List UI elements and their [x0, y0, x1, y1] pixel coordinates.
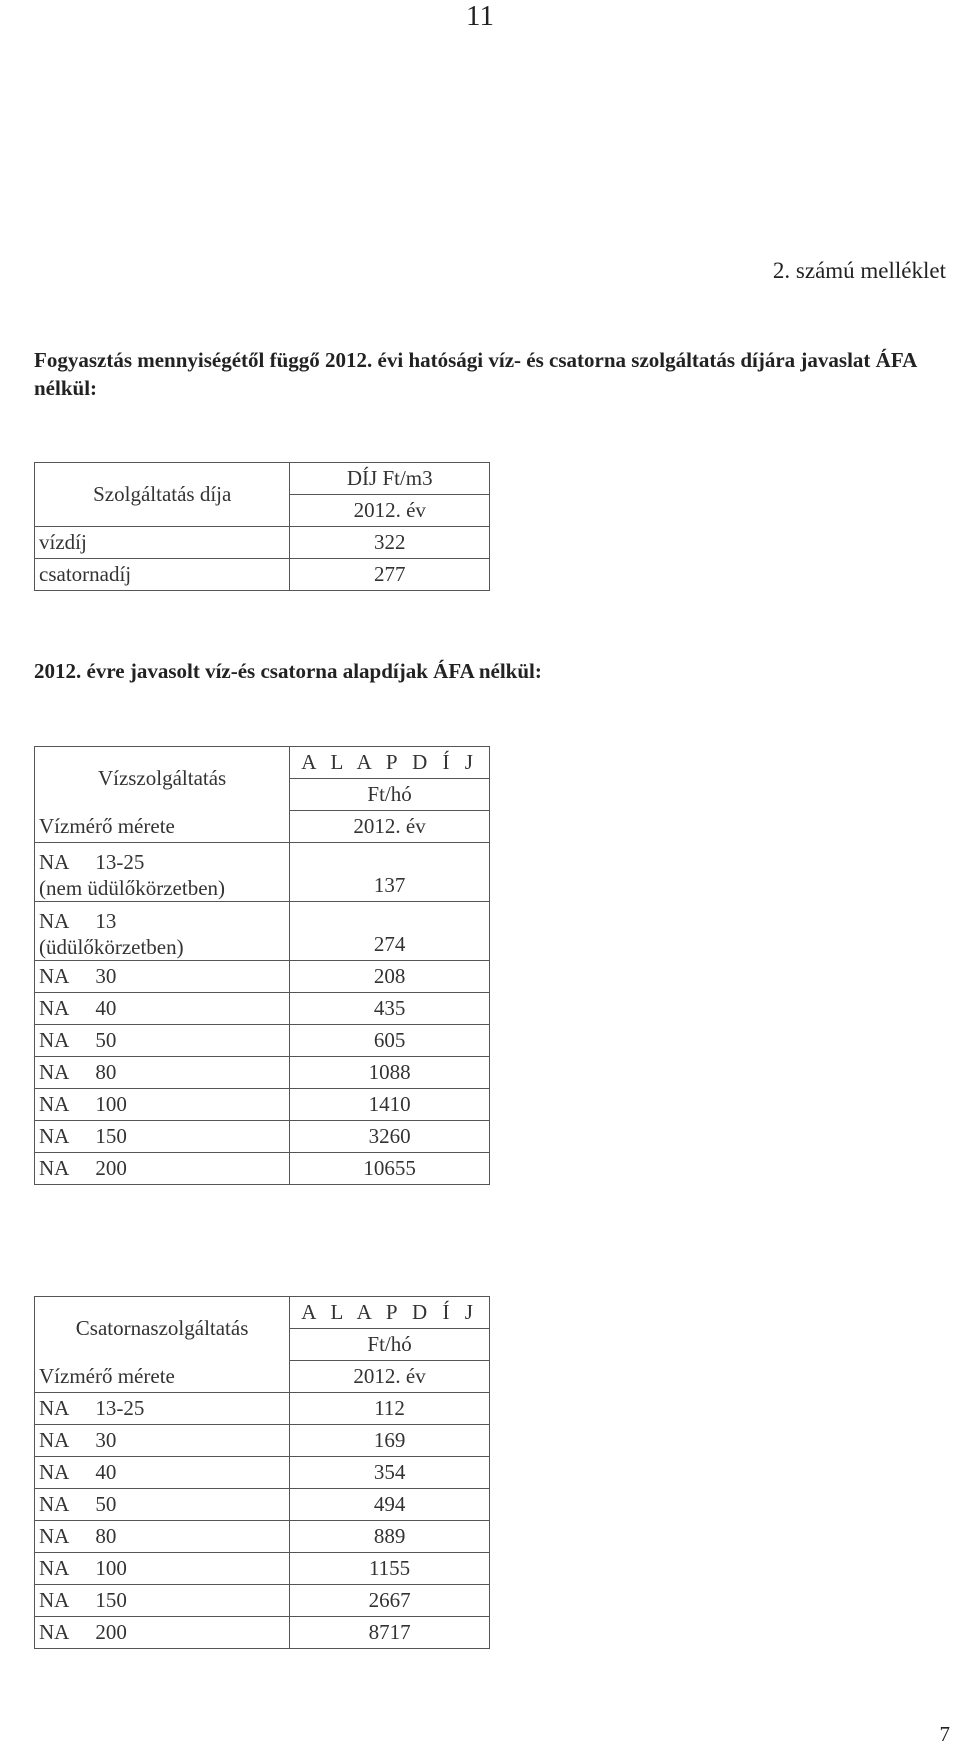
table-row	[35, 1521, 490, 1553]
table-row	[35, 1057, 490, 1089]
sewer-service-header: Csatornaszolgáltatás	[35, 1297, 290, 1361]
table-row	[35, 559, 490, 591]
na-prefix: NA	[39, 1460, 70, 1484]
row-value: 1088	[290, 1057, 490, 1089]
na-prefix: NA	[39, 1428, 70, 1452]
row-label: csatornadíj	[35, 559, 290, 591]
meter-size: 150	[95, 1124, 127, 1148]
row-value: 208	[290, 961, 490, 993]
zone-note: (nem üdülőkörzetben)	[39, 876, 226, 900]
footer-page-number: 7	[939, 1722, 950, 1746]
meter-size: 13-25	[95, 1396, 145, 1420]
meter-size-cell	[35, 1425, 290, 1457]
fee-year-header: 2012. év	[290, 495, 490, 527]
meter-size-cell	[35, 1025, 290, 1057]
row-value: 1155	[290, 1553, 490, 1585]
meter-size-cell	[35, 1457, 290, 1489]
na-prefix: NA	[39, 1156, 70, 1180]
na-prefix: NA	[39, 1124, 70, 1148]
row-value: 137	[290, 843, 490, 902]
meter-size: 13	[95, 909, 117, 933]
meter-size-cell	[35, 1393, 290, 1425]
meter-size: 30	[95, 1428, 117, 1452]
zone-note: (üdülőkörzetben)	[39, 935, 184, 959]
na-prefix: NA	[39, 996, 70, 1020]
meter-size: 100	[95, 1092, 127, 1116]
meter-size: 80	[95, 1524, 117, 1548]
table-row	[35, 527, 490, 559]
row-value: 494	[290, 1489, 490, 1521]
meter-size-cell	[35, 1585, 290, 1617]
meter-size: 80	[95, 1060, 117, 1084]
service-fee-header: Szolgáltatás díja	[35, 463, 290, 527]
base-fee-header: A L A P D Í J	[290, 1297, 490, 1329]
row-value: 2667	[290, 1585, 490, 1617]
meter-size: 50	[95, 1492, 117, 1516]
row-value: 3260	[290, 1121, 490, 1153]
consumption-fee-table	[34, 462, 490, 591]
meter-size-cell	[35, 1057, 290, 1089]
na-prefix: NA	[39, 1092, 70, 1116]
base-fee-year: 2012. év	[290, 811, 490, 843]
row-value: 10655	[290, 1153, 490, 1185]
row-value: 112	[290, 1393, 490, 1425]
meter-size-cell	[35, 1489, 290, 1521]
meter-size: 200	[95, 1620, 127, 1644]
meter-size-cell	[35, 961, 290, 993]
table-row	[35, 902, 490, 961]
na-prefix: NA	[39, 1524, 70, 1548]
meter-size: 40	[95, 996, 117, 1020]
meter-size-cell	[35, 1089, 290, 1121]
row-value: 322	[290, 527, 490, 559]
meter-size-cell	[35, 1617, 290, 1649]
row-value: 8717	[290, 1617, 490, 1649]
na-prefix: NA	[39, 1556, 70, 1580]
table-row	[35, 1553, 490, 1585]
row-value: 277	[290, 559, 490, 591]
row-value: 169	[290, 1425, 490, 1457]
row-value: 889	[290, 1521, 490, 1553]
table-row	[35, 1025, 490, 1057]
meter-size: 100	[95, 1556, 127, 1580]
na-prefix: NA	[39, 1396, 70, 1420]
table-row	[35, 1089, 490, 1121]
table-row	[35, 1425, 490, 1457]
meter-size: 30	[95, 964, 117, 988]
na-prefix: NA	[39, 850, 70, 874]
row-value: 274	[290, 902, 490, 961]
fee-unit-header: DÍJ Ft/m3	[290, 463, 490, 495]
meter-size-cell	[35, 843, 290, 902]
table-row	[35, 1617, 490, 1649]
na-prefix: NA	[39, 1060, 70, 1084]
table-row	[35, 961, 490, 993]
base-fee-unit: Ft/hó	[290, 1329, 490, 1361]
meter-size-header: Vízmérő mérete	[35, 811, 290, 843]
water-service-header: Vízszolgáltatás	[35, 747, 290, 811]
row-value: 605	[290, 1025, 490, 1057]
table-row	[35, 1585, 490, 1617]
base-fee-year: 2012. év	[290, 1361, 490, 1393]
meter-size: 13-25	[95, 850, 145, 874]
meter-size-cell	[35, 1521, 290, 1553]
na-prefix: NA	[39, 1028, 70, 1052]
row-value: 435	[290, 993, 490, 1025]
meter-size-cell	[35, 902, 290, 961]
meter-size: 150	[95, 1588, 127, 1612]
table-row	[35, 993, 490, 1025]
meter-size-cell	[35, 1153, 290, 1185]
na-prefix: NA	[39, 1492, 70, 1516]
row-label: vízdíj	[35, 527, 290, 559]
meter-size: 200	[95, 1156, 127, 1180]
table-row	[35, 1153, 490, 1185]
annex-label: 2. számú melléklet	[772, 258, 946, 283]
heading-consumption-fees: Fogyasztás mennyiségétől függő 2012. évi hatósági víz- és csatorna szolgáltatás díjára javaslat ÁFA nélkül:	[34, 348, 917, 400]
na-prefix: NA	[39, 1588, 70, 1612]
table-row	[35, 1393, 490, 1425]
water-base-fee-table	[34, 746, 490, 1185]
heading-base-fees: 2012. évre javasolt víz-és csatorna alapdíjak ÁFA nélkül:	[34, 659, 542, 683]
base-fee-unit: Ft/hó	[290, 779, 490, 811]
row-value: 1410	[290, 1089, 490, 1121]
table-row	[35, 1489, 490, 1521]
meter-size: 50	[95, 1028, 117, 1052]
meter-size: 40	[95, 1460, 117, 1484]
na-prefix: NA	[39, 964, 70, 988]
base-fee-header: A L A P D Í J	[290, 747, 490, 779]
na-prefix: NA	[39, 1620, 70, 1644]
meter-size-cell	[35, 993, 290, 1025]
table-row	[35, 1457, 490, 1489]
meter-size-cell	[35, 1553, 290, 1585]
table-row	[35, 1121, 490, 1153]
page-number: 11	[466, 0, 494, 32]
sewer-base-fee-table	[34, 1296, 490, 1649]
table-row	[35, 843, 490, 902]
meter-size-header: Vízmérő mérete	[35, 1361, 290, 1393]
row-value: 354	[290, 1457, 490, 1489]
meter-size-cell	[35, 1121, 290, 1153]
na-prefix: NA	[39, 909, 70, 933]
